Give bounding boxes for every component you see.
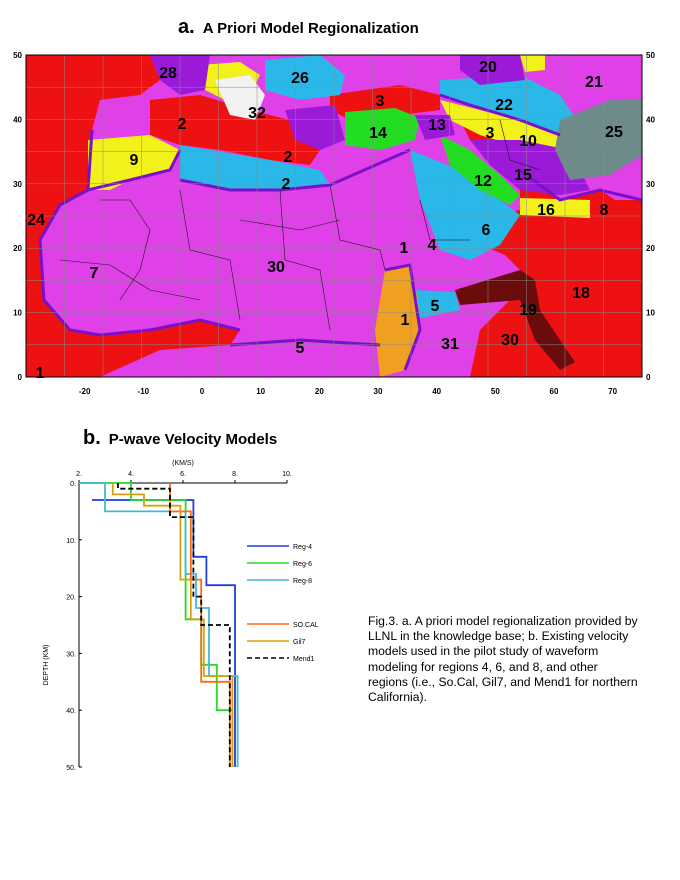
- title-a-letter: a.: [178, 16, 195, 38]
- region-number-label: 5: [430, 298, 440, 315]
- y-tick-label: 0.: [70, 481, 76, 488]
- region-number-label: 32: [248, 105, 266, 122]
- region-number-label: 12: [474, 173, 492, 190]
- x-tick-label: 4.: [128, 471, 134, 478]
- region-number-label: 10: [519, 133, 537, 150]
- region-number-label: 22: [495, 97, 513, 114]
- region-number-label: 31: [441, 336, 459, 353]
- lon-tick-label: 70: [608, 387, 618, 396]
- legend-label: Reg-8: [293, 578, 313, 585]
- region-number-label: 9: [129, 152, 139, 169]
- region-number-label: 28: [159, 65, 177, 82]
- lat-tick-label-left: 50: [13, 51, 22, 60]
- region-number-label: 13: [428, 117, 446, 134]
- lat-tick-label-left: 20: [13, 244, 22, 254]
- lat-tick-label-left: 40: [13, 115, 22, 125]
- y-tick-label: 40.: [66, 708, 76, 716]
- region-number-label: 14: [369, 125, 387, 142]
- x-tick-label: 6.: [180, 471, 186, 478]
- figure-title-b: [83, 427, 277, 450]
- title-a-text: A Priori Model Regionalization: [202, 20, 419, 37]
- series-mend1: [118, 483, 230, 767]
- region-16: [520, 198, 590, 218]
- lon-tick-label: 50: [490, 387, 500, 396]
- region-number-label: 5: [295, 340, 305, 357]
- region-number-label: 4: [427, 237, 437, 254]
- y-tick-label: 10.: [66, 537, 76, 545]
- region-number-label: 1: [399, 240, 409, 257]
- title-b-letter: b.: [83, 427, 101, 449]
- lat-tick-label-left: 30: [13, 179, 22, 189]
- series-gil7: [113, 483, 233, 767]
- region-number-label: 24: [27, 212, 45, 229]
- lon-tick-label: 0: [199, 387, 205, 396]
- region-number-label: 1: [400, 312, 410, 329]
- chart-series: [79, 483, 238, 767]
- legend-label: Mend1: [293, 656, 315, 663]
- lon-tick-label: 60: [549, 387, 559, 396]
- lon-tick-label: 20: [314, 387, 324, 396]
- x-tick-label: 10.: [282, 471, 292, 478]
- x-axis-label: (KM/S): [172, 460, 194, 467]
- series-reg-8: [79, 483, 238, 767]
- series-reg-6: [79, 483, 232, 767]
- region-number-label: 16: [537, 202, 555, 219]
- legend-label: Reg-6: [293, 561, 313, 568]
- lat-tick-label-left: 10: [13, 308, 22, 318]
- region-number-label: 7: [89, 265, 99, 282]
- region-number-label: 15: [514, 167, 532, 184]
- region-number-label: 1: [35, 365, 45, 382]
- region-number-label: 20: [479, 59, 497, 76]
- lat-tick-label-right: 20: [646, 244, 655, 254]
- x-tick-label: 2.: [76, 471, 82, 478]
- series-so-cal: [170, 483, 230, 767]
- chart-axes: [43, 460, 292, 772]
- y-axis-label: DEPTH (KM): [43, 644, 50, 686]
- figure-caption: Fig.3. a. A priori model regionalization provided by LLNL in the knowledge base; b. Existing velocity models used in the pilot study of waveform modeling for regions 4, 6, and 8, and other regions (i.e., So.Cal, Gil7, and Mend1 for northern California).: [368, 614, 638, 705]
- legend-label: SO.CAL: [293, 622, 319, 629]
- lat-tick-label-right: 40: [646, 115, 655, 125]
- lon-tick-label: 10: [256, 387, 266, 396]
- region-number-label: 19: [519, 302, 537, 319]
- lat-tick-label-right: 0: [646, 373, 651, 382]
- region-number-label: 3: [485, 125, 495, 142]
- region-number-label: 2: [177, 116, 187, 133]
- region-number-label: 26: [291, 70, 309, 87]
- region-number-label: 18: [572, 285, 590, 302]
- region-number-label: 8: [599, 202, 609, 219]
- region-number-label: 25: [605, 124, 623, 141]
- lon-tick-label: -20: [78, 387, 91, 396]
- region-number-label: 2: [283, 149, 293, 166]
- chart-legend: [247, 544, 319, 663]
- region-number-label: 3: [375, 93, 385, 110]
- region-number-label: 6: [481, 222, 491, 239]
- legend-label: Gil7: [293, 639, 306, 646]
- lon-tick-label: 40: [432, 387, 442, 396]
- x-tick-label: 8.: [232, 471, 238, 478]
- lon-tick-label: 30: [373, 387, 383, 396]
- lat-tick-label-right: 10: [646, 308, 655, 318]
- region-number-label: 21: [585, 74, 603, 91]
- y-tick-label: 50.: [66, 765, 76, 772]
- region-number-label: 30: [267, 259, 285, 276]
- lat-tick-label-right: 30: [646, 179, 655, 189]
- series-reg-4: [92, 500, 235, 767]
- lat-tick-label-right: 50: [646, 51, 655, 60]
- legend-label: Reg-4: [293, 544, 313, 551]
- region-number-label: 2: [281, 176, 291, 193]
- y-tick-label: 30.: [66, 651, 76, 659]
- lat-tick-label-left: 0: [17, 373, 22, 382]
- title-b-text: P-wave Velocity Models: [108, 431, 278, 448]
- lon-tick-label: -10: [137, 387, 150, 396]
- region-number-label: 30: [501, 332, 519, 349]
- regionalization-map: [0, 0, 680, 420]
- y-tick-label: 20.: [66, 594, 76, 602]
